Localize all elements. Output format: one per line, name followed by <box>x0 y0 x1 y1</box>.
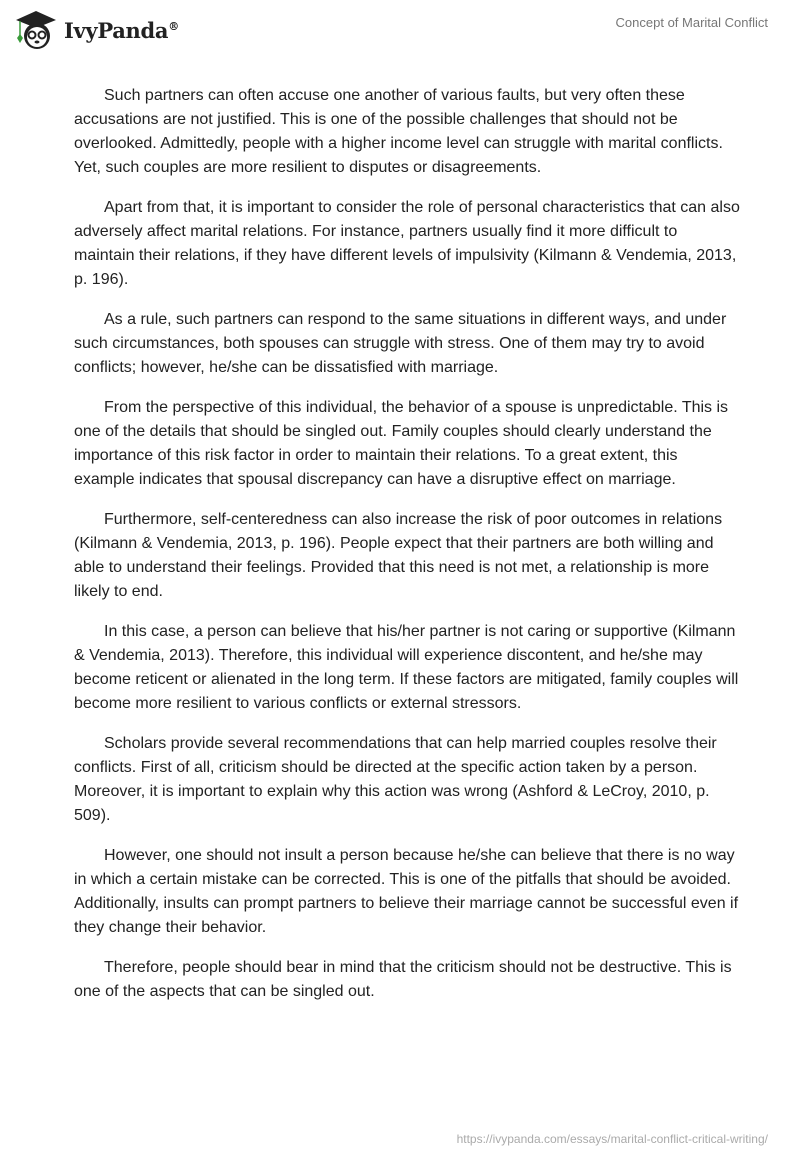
brand-text: IvyPanda <box>64 17 169 43</box>
panda-graduate-icon <box>12 8 58 52</box>
paragraph: Furthermore, self-centeredness can also increase the risk of poor outcomes in relations (Kilmann & Vendemia, 2013, p. 196). People expect that their partners are both willing and able to understand their feelings. Provided that this need is not met, a relationship is more likely to end. <box>74 511 723 600</box>
paragraph: From the perspective of this individual, the behavior of a spouse is unpredictable. This is one of the details that should be singled out. Family couples should clearly understand the importance of this risk factor in order to maintain their relations. To a great extent, this example indicates that spousal discrepancy can have a disruptive effect on marriage. <box>74 399 729 488</box>
paragraph: Such partners can often accuse one another of various faults, but very often these accusations are not justified. This is one of the possible challenges that should not be overlooked. Admittedly, people with a higher income level can struggle with marital conflicts. Yet, such couples are more resilient to disputes or disagreements. <box>74 87 723 176</box>
registered-mark: ® <box>168 19 179 33</box>
ivypanda-logo[interactable] <box>12 8 179 52</box>
paragraph: Therefore, people should bear in mind that the criticism should not be destructive. This is one of the aspects that can be singled out. <box>74 959 732 1000</box>
paragraph: Scholars provide several recommendations that can help married couples resolve their conflicts. First of all, criticism should be directed at the specific action taken by a person. Moreover, it is important to explain why this action was wrong (Ashford & LeCroy, 2010, p. 509). <box>74 735 717 824</box>
paragraph: As a rule, such partners can respond to the same situations in different ways, and under such circumstances, both spouses can struggle with stress. One of them may try to avoid conflicts; however, he/she can be dissatisfied with marriage. <box>74 311 727 376</box>
paragraph: Apart from that, it is important to consider the role of personal characteristics that can also adversely affect marital relations. For instance, partners usually find it more difficult to maintain their relations, if they have different levels of impulsivity (Kilmann & Vendemia, 2013, p. 196). <box>74 199 740 288</box>
source-url[interactable]: https://ivypanda.com/essays/marital-conflict-critical-writing/ <box>456 1132 768 1146</box>
page-header <box>0 0 800 60</box>
essay-body <box>74 84 740 1020</box>
paragraph: However, one should not insult a person because he/she can believe that there is no way in which a certain mistake can be corrected. This is one of the pitfalls that should be avoided. Additionally, insults can prompt partners to believe their marriage cannot be successful even if they change their behavior. <box>74 847 739 936</box>
paragraph: In this case, a person can believe that his/her partner is not caring or supportive (Kilmann & Vendemia, 2013). Therefore, this individual will experience discontent, and he/she may become reticent or alienated in the long term. If these factors are mitigated, family couples will become more resilient to various conflicts or external stressors. <box>74 623 739 712</box>
document-title: Concept of Marital Conflict <box>615 15 768 30</box>
brand-name <box>64 18 179 43</box>
